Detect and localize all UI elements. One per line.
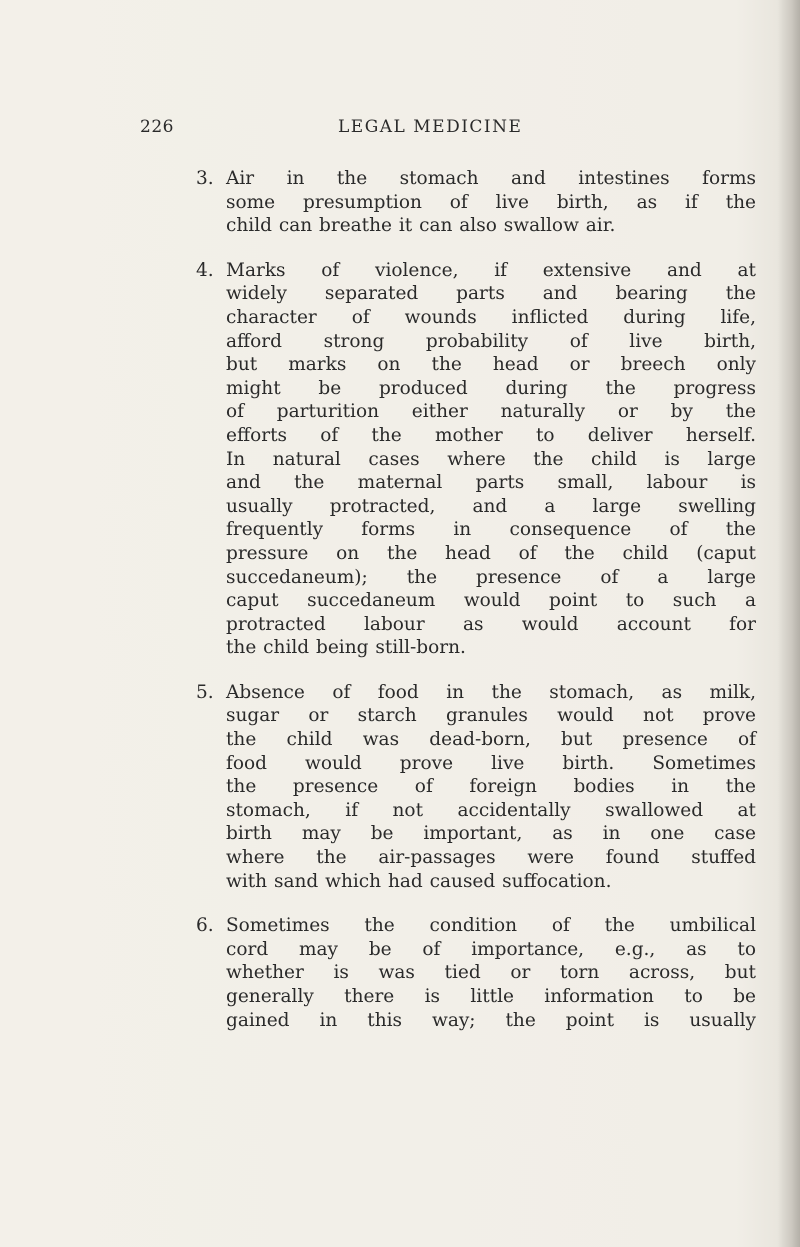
- item-number: 5.: [196, 681, 214, 703]
- page-header: [140, 117, 780, 141]
- page-edge-shadow: [778, 0, 800, 1247]
- text-line: cord may be of importance, e.g., as to: [226, 938, 756, 960]
- item-text: [226, 914, 756, 1032]
- text-line: protracted labour as would account for: [226, 613, 756, 635]
- text-line: pressure on the head of the child (caput: [226, 542, 756, 564]
- item-text: [226, 167, 756, 238]
- item-number: 6.: [196, 915, 214, 937]
- text-line: character of wounds inflicted during life,: [226, 306, 756, 328]
- item-number: 4.: [196, 259, 214, 281]
- text-line: and the maternal parts small, labour is: [226, 472, 756, 494]
- text-line: some presumption of live birth, as if the: [226, 191, 756, 213]
- list-item: [196, 259, 756, 660]
- page-number: 226: [140, 117, 174, 137]
- text-line: the presence of foreign bodies in the: [226, 776, 756, 798]
- text-line: succedaneum); the presence of a large: [226, 566, 756, 588]
- running-head: LEGAL MEDICINE: [338, 117, 523, 137]
- text-line: generally there is little information to be: [226, 986, 756, 1007]
- item-text: [226, 259, 756, 660]
- text-line: afford strong probability of live birth,: [226, 330, 756, 352]
- text-line: the child was dead-born, but presence of: [226, 729, 756, 751]
- list-item: [196, 914, 756, 1032]
- list-item: [196, 681, 756, 893]
- text-line: where the air-passages were found stuffed: [226, 847, 756, 869]
- text-line: usually protracted, and a large swelling: [226, 495, 756, 517]
- text-line: but marks on the head or breech only: [226, 354, 756, 376]
- text-line: frequently forms in consequence of the: [226, 519, 756, 541]
- text-line: In natural cases where the child is large: [226, 448, 756, 470]
- list-item: [196, 167, 756, 238]
- text-line: child can breathe it can also swallow air.: [226, 215, 616, 237]
- text-line: with sand which had caused suffocation.: [226, 870, 612, 892]
- text-line: food would prove live birth. Sometimes: [226, 752, 756, 774]
- numbered-list: [196, 167, 756, 1053]
- text-line: caput succedaneum would point to such a: [226, 590, 756, 612]
- text-line: Marks of violence, if extensive and at: [226, 259, 756, 281]
- text-line: widely separated parts and bearing the: [226, 283, 756, 305]
- text-line: Sometimes the condition of the umbilical: [226, 915, 756, 937]
- text-line: birth may be important, as in one case: [226, 823, 756, 845]
- text-line: Air in the stomach and intestines forms: [226, 168, 756, 189]
- item-number: 3.: [196, 168, 214, 189]
- item-text: [226, 681, 756, 893]
- text-line: stomach, if not accidentally swallowed at: [226, 799, 756, 821]
- text-line: whether is was tied or torn across, but: [226, 962, 756, 984]
- text-line: Absence of food in the stomach, as milk,: [226, 681, 756, 703]
- text-line: of parturition either naturally or by the: [226, 401, 756, 423]
- text-line: might be produced during the progress: [226, 377, 756, 399]
- text-line: sugar or starch granules would not prove: [226, 705, 756, 727]
- text-line: the child being still-born.: [226, 637, 466, 659]
- text-line: gained in this way; the point is usually: [226, 1009, 756, 1031]
- text-line: efforts of the mother to deliver herself.: [226, 424, 756, 446]
